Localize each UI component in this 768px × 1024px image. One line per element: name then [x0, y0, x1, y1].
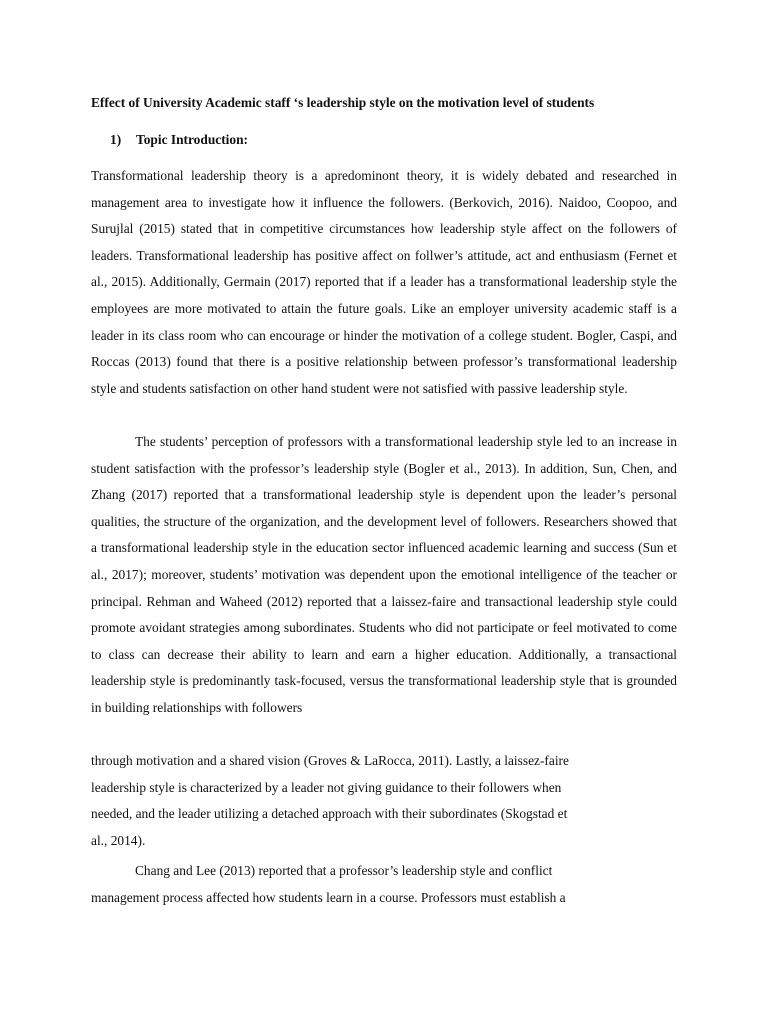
paragraph-2: The students’ perception of professors with a transformational leadership style led to an increase in student satisfaction with the professor’s leadership style (Bogler et al., 2013). In addition, Sun, Chen, and Zhang (2017) reported that a transformational leadership style is dependent upon the leader’s personal qualities, the structure of the organization, and the development level of followers. Researchers showed that a transformational leadership style in the education sector influenced academic learning and success (Sun et al., 2017); moreover, students’ motivation was dependent upon the emotional intelligence of the teacher or principal. Rehman and Waheed (2012) reported that a laissez-faire and transactional leadership style could promote avoidant strategies among subordinates. Students who did not participate or feel motivated to come to class can decrease their ability to learn and earn a higher education. Additionally, a transactional leadership style is predominantly task-focused, versus the transformational leadership style that is grounded in building relationships with followers: [91, 434, 677, 715]
paragraph-line: through motivation and a shared vision (Groves & LaRocca, 2011). Lastly, a laissez-faire: [91, 753, 569, 768]
paragraph-2-continuation: [91, 748, 677, 854]
document-title: Effect of University Academic staff ‘s leadership style on the motivation level of students: [91, 95, 595, 110]
section-number: 1): [110, 132, 122, 147]
paragraph-1: Transformational leadership theory is a apredominont theory, it is widely debated and researched in management area to investigate how it influence the followers. (Berkovich, 2016). Naidoo, Coopoo, and Surujlal (2015) stated that in competitive circumstances how leadership style affect on the followers of leaders. Transformational leadership has positive affect on follwer’s attitude, act and enthusiasm (Fernet et al., 2015). Additionally, Germain (2017) reported that if a leader has a transformational leadership style the employees are more motivated to attain the future goals. Like an employer university academic staff is a leader in its class room who can encourage or hinder the motivation of a college student. Bogler, Caspi, and Roccas (2013) found that there is a positive relationship between professor’s transformational leadership style and students satisfaction on other hand student were not satisfied with passive leadership style.: [91, 168, 677, 396]
paragraph-line: management process affected how students learn in a course. Professors must establish a: [91, 889, 566, 905]
paragraph-line: Chang and Lee (2013) reported that a professor’s leadership style and conflict: [135, 863, 553, 878]
paragraph-line: leadership style is characterized by a leader not giving guidance to their followers when: [91, 779, 562, 795]
paragraph-line: al., 2014).: [91, 832, 146, 848]
paragraph-line: needed, and the leader utilizing a detached approach with their subordinates (Skogstad et: [91, 806, 568, 822]
section-heading: [110, 130, 248, 150]
section-label: Topic Introduction:: [136, 132, 248, 147]
paragraph-3: [91, 858, 677, 911]
